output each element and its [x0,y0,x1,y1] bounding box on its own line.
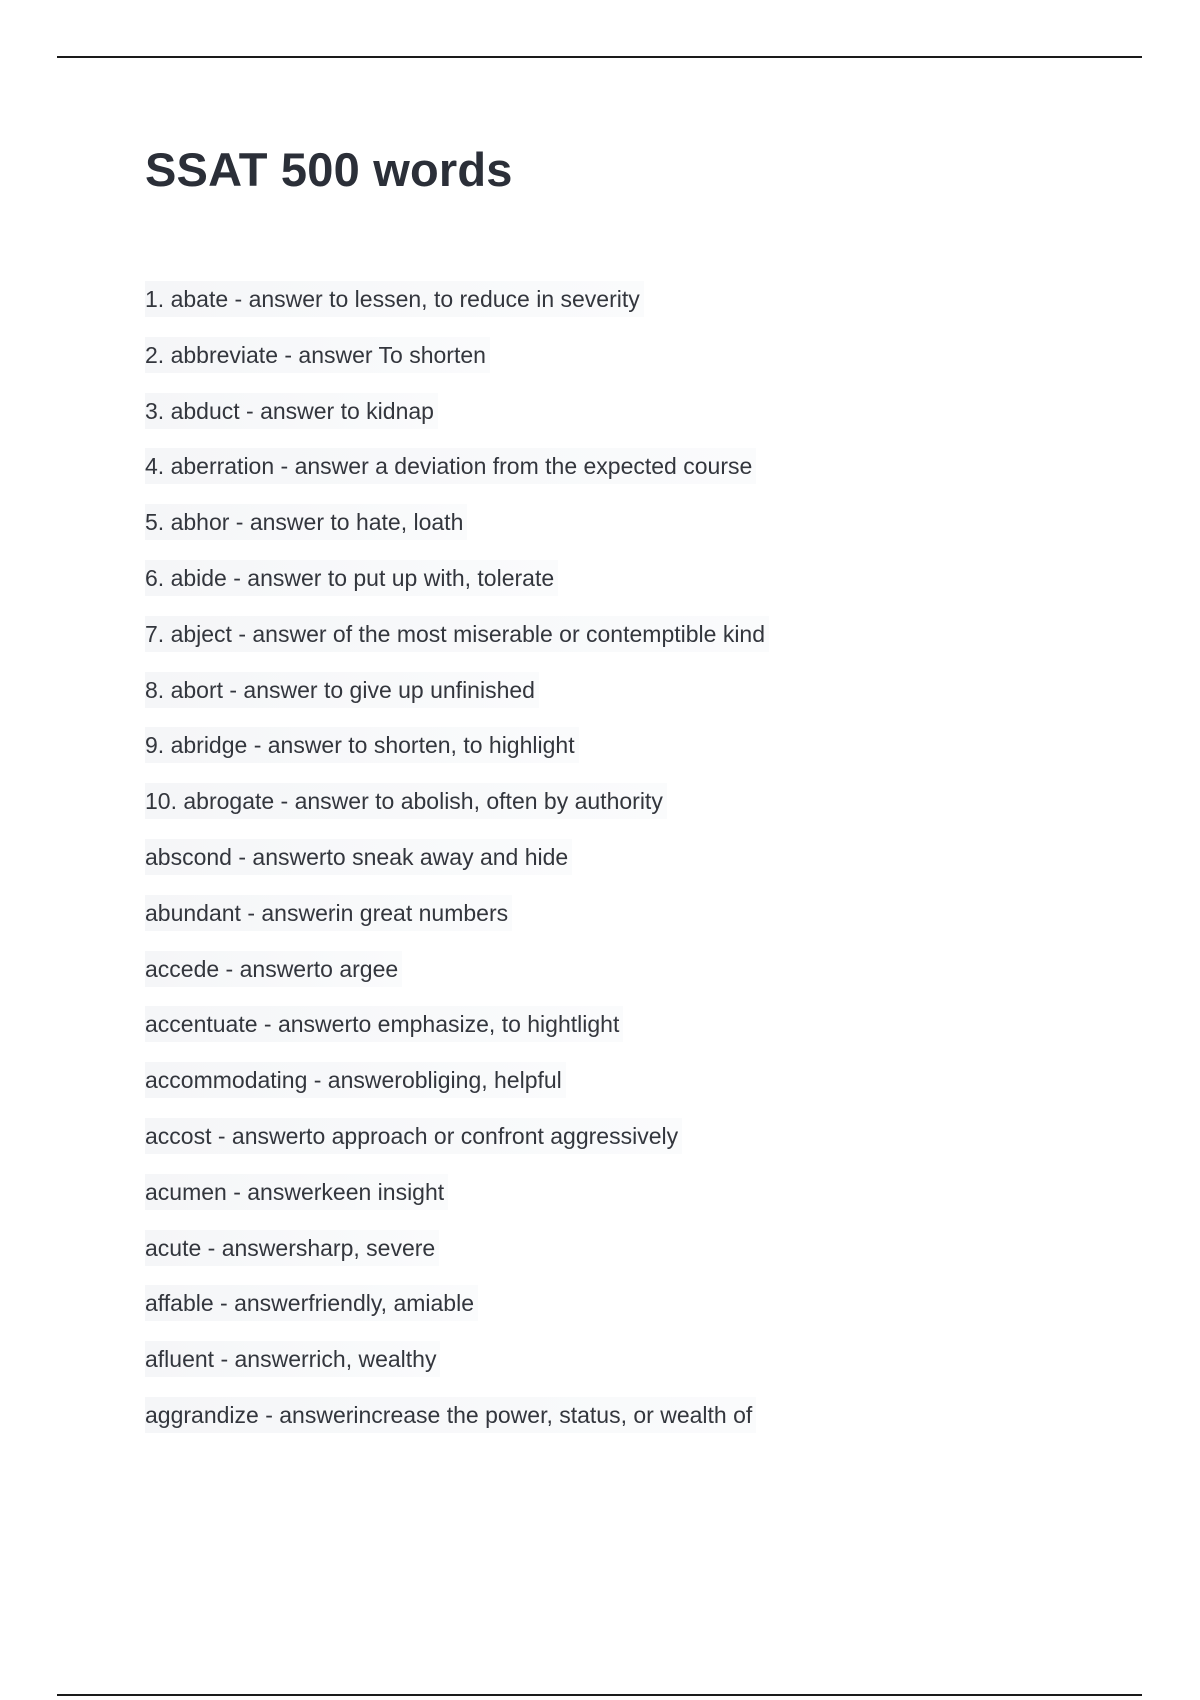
entry-text: 4. aberration - answer a deviation from the expected course [145,448,756,484]
entry-text: accost - answerto approach or confront aggressively [145,1118,682,1154]
entry-text: 10. abrogate - answer to abolish, often by authority [145,783,667,819]
list-item [145,1118,769,1174]
entry-text: 8. abort - answer to give up unfinished [145,672,539,708]
list-item [145,281,769,337]
word-list [145,281,769,1453]
entry-text: 7. abject - answer of the most miserable or contemptible kind [145,616,769,652]
page-title: SSAT 500 words [145,143,513,196]
list-item [145,337,769,393]
entry-text: accentuate - answerto emphasize, to hightlight [145,1006,623,1042]
entry-text: abscond - answerto sneak away and hide [145,839,572,875]
entry-text: accommodating - answerobliging, helpful [145,1062,566,1098]
list-item [145,783,769,839]
list-item [145,895,769,951]
entry-text: aggrandize - answerincrease the power, status, or wealth of [145,1397,756,1433]
list-item [145,1397,769,1453]
entry-text: 2. abbreviate - answer To shorten [145,337,490,373]
entry-text: acumen - answerkeen insight [145,1174,448,1210]
list-item [145,839,769,895]
entry-text: 1. abate - answer to lessen, to reduce in severity [145,281,644,317]
entry-text: accede - answerto argee [145,951,402,987]
list-item [145,1341,769,1397]
list-item [145,1062,769,1118]
footer-rule [57,1694,1142,1696]
entry-text: 5. abhor - answer to hate, loath [145,504,467,540]
list-item [145,1285,769,1341]
list-item [145,1006,769,1062]
list-item [145,951,769,1007]
list-item [145,672,769,728]
list-item [145,1174,769,1230]
list-item [145,1230,769,1286]
list-item [145,448,769,504]
header-rule [57,56,1142,58]
list-item [145,504,769,560]
list-item [145,393,769,449]
list-item [145,560,769,616]
entry-text: 3. abduct - answer to kidnap [145,393,438,429]
entry-text: 9. abridge - answer to shorten, to highlight [145,727,579,763]
entry-text: abundant - answerin great numbers [145,895,512,931]
list-item [145,616,769,672]
entry-text: 6. abide - answer to put up with, tolerate [145,560,558,596]
entry-text: afluent - answerrich, wealthy [145,1341,440,1377]
list-item [145,727,769,783]
entry-text: affable - answerfriendly, amiable [145,1285,478,1321]
entry-text: acute - answersharp, severe [145,1230,439,1266]
